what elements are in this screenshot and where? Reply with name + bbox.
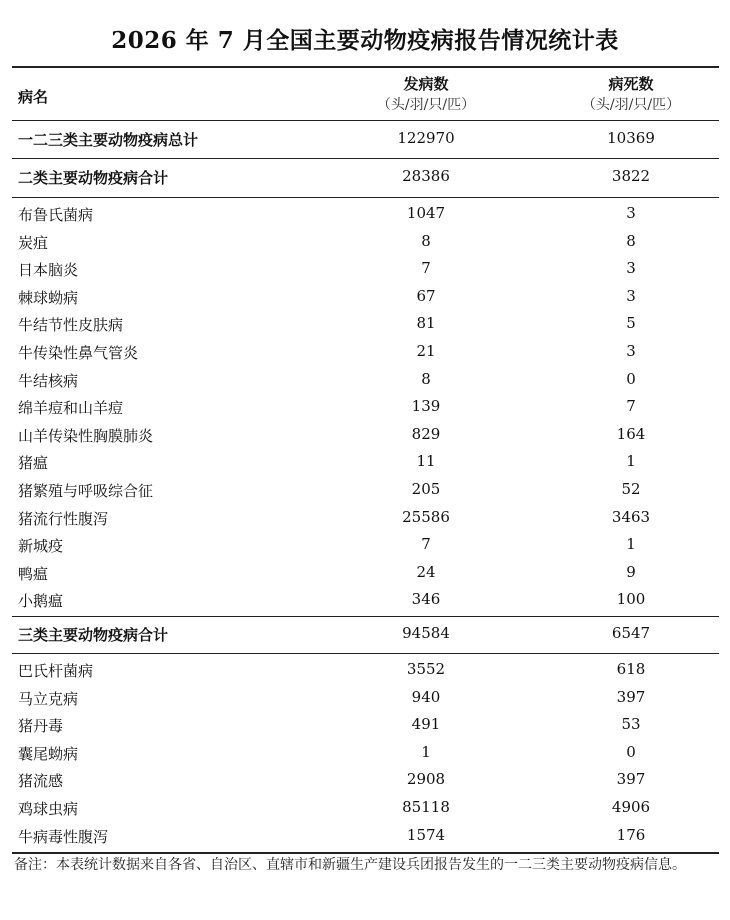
disease-name: 绵羊痘和山羊痘 bbox=[18, 399, 124, 418]
table-row bbox=[12, 822, 719, 849]
table-row bbox=[12, 200, 719, 227]
header-cases bbox=[351, 74, 501, 116]
deaths-value: 3822 bbox=[611, 167, 651, 185]
table-header bbox=[12, 68, 719, 120]
cases-value: 1047 bbox=[406, 204, 446, 222]
deaths-value: 176 bbox=[616, 825, 646, 844]
table-row bbox=[12, 393, 719, 420]
disease-name: 一二三类主要动物疫病总计 bbox=[18, 131, 199, 149]
deaths-value: 7 bbox=[626, 397, 636, 416]
cases-value: 24 bbox=[416, 562, 436, 581]
disease-name: 鸡球虫病 bbox=[18, 800, 79, 818]
cases-value: 122970 bbox=[397, 129, 455, 147]
deaths-value: 1 bbox=[626, 452, 636, 471]
deaths-value: 52 bbox=[621, 480, 641, 498]
disease-name: 猪丹毒 bbox=[18, 717, 64, 736]
deaths-value: 53 bbox=[621, 715, 641, 734]
deaths-value: 618 bbox=[616, 660, 646, 678]
class3-rule bbox=[12, 653, 719, 654]
disease-name: 炭疽 bbox=[18, 233, 49, 252]
cases-value: 2908 bbox=[406, 770, 446, 789]
cases-value: 3552 bbox=[406, 660, 446, 678]
cases-value: 81 bbox=[416, 314, 436, 333]
disease-name: 鸭瘟 bbox=[18, 564, 49, 583]
total-row bbox=[12, 125, 719, 152]
table-row bbox=[12, 794, 719, 821]
deaths-value: 397 bbox=[616, 687, 646, 706]
disease-name: 牛传染性鼻气管炎 bbox=[18, 344, 139, 362]
header-cases-label: 发病数 bbox=[403, 75, 449, 93]
deaths-value: 3463 bbox=[611, 507, 651, 526]
deaths-value: 10369 bbox=[607, 129, 655, 147]
disease-name: 布鲁氏菌病 bbox=[18, 206, 94, 224]
cases-value: 491 bbox=[411, 715, 441, 734]
deaths-value: 6547 bbox=[611, 624, 651, 642]
header-cases-unit: （头/羽/只/匹） bbox=[376, 97, 476, 113]
deaths-value: 1 bbox=[626, 535, 636, 554]
cases-value: 346 bbox=[411, 590, 441, 609]
table-row bbox=[12, 684, 719, 711]
header-deaths-label: 病死数 bbox=[608, 75, 654, 93]
cases-value: 11 bbox=[416, 452, 436, 471]
deaths-value: 9 bbox=[626, 562, 636, 581]
cases-value: 940 bbox=[411, 687, 441, 706]
table-row bbox=[12, 228, 719, 255]
deaths-value: 8 bbox=[626, 231, 636, 250]
table-row bbox=[12, 766, 719, 793]
disease-name: 二类主要动物疫病合计 bbox=[18, 169, 169, 187]
deaths-value: 3 bbox=[626, 259, 636, 278]
table-row bbox=[12, 448, 719, 475]
deaths-value: 0 bbox=[626, 369, 636, 388]
deaths-value: 3 bbox=[626, 286, 636, 305]
total-rule bbox=[12, 158, 719, 159]
table-row bbox=[12, 586, 719, 613]
disease-name: 马立克病 bbox=[18, 689, 79, 708]
table-row bbox=[12, 559, 719, 586]
table-row bbox=[12, 739, 719, 766]
table-row bbox=[12, 711, 719, 738]
cases-value: 829 bbox=[411, 424, 441, 443]
disease-name: 猪瘟 bbox=[18, 454, 49, 473]
disease-name: 猪流感 bbox=[18, 772, 64, 791]
deaths-value: 3 bbox=[626, 204, 636, 222]
table-row bbox=[12, 310, 719, 337]
cases-value: 1574 bbox=[406, 825, 446, 844]
cases-value: 7 bbox=[421, 259, 431, 278]
class2-rule bbox=[12, 197, 719, 198]
deaths-value: 3 bbox=[626, 342, 636, 360]
disease-name: 三类主要动物疫病合计 bbox=[18, 626, 169, 644]
header-rule bbox=[12, 120, 719, 121]
deaths-value: 5 bbox=[626, 314, 636, 333]
header-deaths-unit: （头/羽/只/匹） bbox=[581, 97, 681, 113]
deaths-value: 4906 bbox=[611, 798, 651, 816]
disease-name: 新城疫 bbox=[18, 537, 64, 556]
table-row bbox=[12, 476, 719, 503]
disease-name: 牛结核病 bbox=[18, 371, 79, 390]
table-row bbox=[12, 504, 719, 531]
deaths-value: 100 bbox=[616, 590, 646, 609]
deaths-value: 0 bbox=[626, 742, 636, 761]
cases-value: 85118 bbox=[402, 798, 450, 816]
disease-name: 囊尾蚴病 bbox=[18, 744, 79, 763]
table-row bbox=[12, 531, 719, 558]
cases-value: 8 bbox=[421, 231, 431, 250]
disease-name: 日本脑炎 bbox=[18, 261, 79, 280]
footnote: 备注：本表统计数据来自各省、自治区、直辖市和新疆生产建设兵团报告发生的一二三类主要动物疫病信息。 bbox=[14, 857, 686, 873]
cases-value: 7 bbox=[421, 535, 431, 554]
disease-name: 牛结节性皮肤病 bbox=[18, 316, 124, 335]
cases-value: 67 bbox=[416, 286, 436, 305]
table-row bbox=[12, 255, 719, 282]
cases-value: 205 bbox=[411, 480, 441, 498]
disease-name: 巴氏杆菌病 bbox=[18, 662, 94, 680]
disease-name: 猪流行性腹泻 bbox=[18, 509, 109, 528]
table-row bbox=[12, 338, 719, 365]
cases-value: 139 bbox=[411, 397, 441, 416]
table-row bbox=[12, 656, 719, 683]
disease-name: 棘球蚴病 bbox=[18, 288, 79, 307]
disease-name: 牛病毒性腹泻 bbox=[18, 827, 109, 846]
table-row bbox=[12, 421, 719, 448]
cases-value: 1 bbox=[421, 742, 431, 761]
table-row bbox=[12, 283, 719, 310]
deaths-value: 164 bbox=[616, 424, 646, 443]
cases-value: 94584 bbox=[402, 624, 450, 642]
subtotal-row bbox=[12, 620, 719, 647]
cases-value: 21 bbox=[416, 342, 436, 360]
cases-value: 25586 bbox=[402, 507, 450, 526]
class3-top-rule bbox=[12, 616, 719, 617]
cases-value: 8 bbox=[421, 369, 431, 388]
table-row bbox=[12, 366, 719, 393]
disease-name: 山羊传染性胸膜肺炎 bbox=[18, 426, 154, 445]
header-deaths bbox=[556, 74, 706, 116]
disease-name: 猪繁殖与呼吸综合征 bbox=[18, 482, 154, 500]
header-disease-name: 病名 bbox=[18, 88, 49, 106]
subtotal-row bbox=[12, 163, 719, 190]
cases-value: 28386 bbox=[402, 167, 450, 185]
disease-name: 小鹅瘟 bbox=[18, 592, 64, 611]
page-title: 2026 年 7 月全国主要动物疫病报告情况统计表 bbox=[111, 27, 619, 54]
deaths-value: 397 bbox=[616, 770, 646, 789]
